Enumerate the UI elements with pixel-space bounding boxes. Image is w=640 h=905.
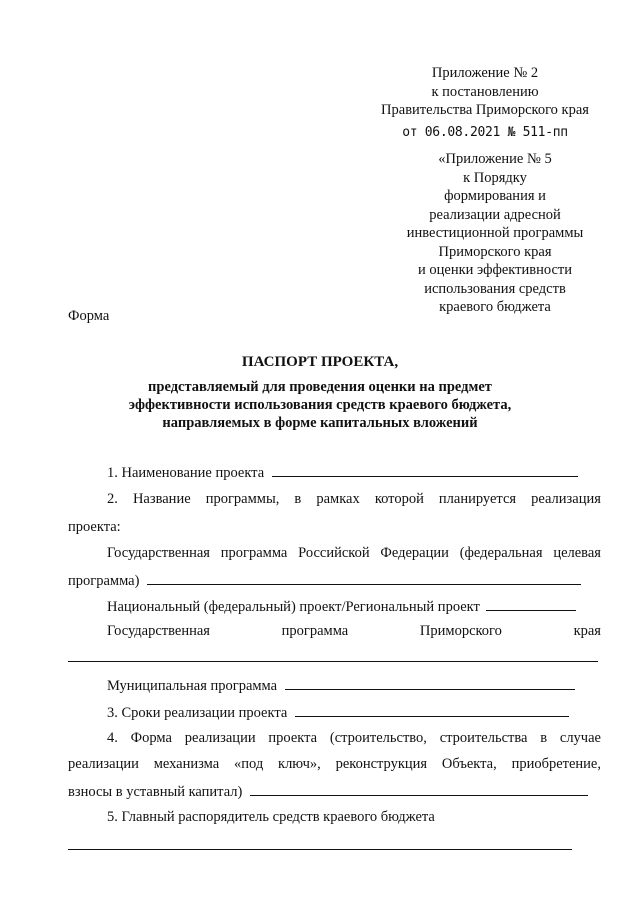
implementation-form-field[interactable] <box>250 782 588 796</box>
implementation-form-line-2-word: реализации <box>68 756 139 772</box>
item-budget-manager: 5. Главный распорядитель средств краевого бюджета <box>107 809 435 825</box>
gov-program-rf-word: Российской <box>298 545 370 561</box>
implementation-form-word: случае <box>559 730 601 746</box>
sub-appendix-line: краевого бюджета <box>439 299 551 315</box>
sub-appendix-line: «Приложение № 5 <box>438 151 552 167</box>
program-name-word: рамках <box>316 491 360 507</box>
implementation-form-line-2-word: Объекта, <box>441 756 497 772</box>
implementation-form-word: проекта <box>268 730 318 746</box>
item-project-terms-label: 3. Сроки реализации проекта <box>107 705 288 721</box>
implementation-form-word: реализации <box>184 730 256 746</box>
project-terms-field[interactable] <box>295 703 569 717</box>
program-name-word: реализация <box>531 491 601 507</box>
implementation-form-line-2-word: механизма <box>153 756 220 772</box>
gov-program-rf-word: Федерации <box>380 545 449 561</box>
budget-manager-field[interactable] <box>68 849 572 850</box>
item-implementation-form-line-3 <box>68 782 588 801</box>
gov-program-primorsky <box>107 623 601 640</box>
item-project-terms <box>107 703 569 722</box>
form-label: Форма <box>68 308 110 324</box>
appendix-resolution: к постановлению <box>431 83 539 100</box>
sub-appendix-line: к Порядку <box>463 169 527 186</box>
item-program-name-cont: проекта: <box>68 519 121 535</box>
item-implementation-form-label: взносы в уставный капитал) <box>68 784 243 800</box>
gov-program-rf <box>107 545 601 562</box>
program-name-word: Название <box>132 491 191 507</box>
national-project-field[interactable] <box>486 597 576 611</box>
appendix-number: Приложение № 2 <box>431 65 539 81</box>
item-program-name <box>107 491 601 508</box>
sub-appendix-line: инвестиционной программы <box>406 225 584 241</box>
appendix-header <box>360 64 610 142</box>
subtitle-line-3: направляемых в форме капитальных вложений <box>162 415 478 431</box>
municipal-program-label: Муниципальная программа <box>107 678 278 694</box>
gov-program-rf-cont-label: программа) <box>68 573 140 589</box>
program-name-word: 2. <box>107 491 118 507</box>
implementation-form-word: 4. <box>107 730 118 746</box>
item-project-name-label: 1. Наименование проекта <box>107 465 265 481</box>
implementation-form-line-2-word: приобретение, <box>511 756 601 772</box>
implementation-form-line-2-word: ключ», <box>278 756 321 772</box>
implementation-form-word: (строительство, <box>329 730 427 746</box>
page-title: ПАСПОРТ ПРОЕКТА, <box>241 354 399 370</box>
national-project <box>107 597 576 616</box>
subtitle-line-1: представляемый для проведения оценки на предмет <box>148 379 492 395</box>
sub-appendix-line: и оценки эффективности <box>418 262 572 278</box>
item-implementation-form <box>107 730 601 747</box>
municipal-program-field[interactable] <box>285 676 575 690</box>
implementation-form-word: Форма <box>130 730 172 746</box>
gov-program-rf-word: программа <box>220 545 288 561</box>
program-name-word: планируется <box>438 491 517 507</box>
gov-program-primorsky-field[interactable] <box>68 661 598 662</box>
gov-program-rf-cont <box>68 571 581 590</box>
sub-appendix-line: формирования и <box>444 188 546 204</box>
sub-appendix-block <box>380 150 610 317</box>
sub-appendix-line: реализации адресной <box>429 206 561 223</box>
appendix-government: Правительства Приморского края <box>381 102 589 118</box>
subtitle-line-2: эффективности использования средств краевого бюджета, <box>128 397 512 413</box>
gov-program-primorsky-word: программа <box>281 623 349 639</box>
project-name-field[interactable] <box>272 463 578 477</box>
item-implementation-form-line-2 <box>68 756 601 773</box>
implementation-form-line-2-word: «под <box>233 756 264 772</box>
sub-appendix-line: Приморского края <box>438 243 552 260</box>
gov-program-rf-word: целевая <box>553 545 601 561</box>
item-project-name <box>107 463 578 482</box>
program-name-word: которой <box>374 491 424 507</box>
municipal-program <box>107 676 575 695</box>
gov-program-primorsky-word: края <box>573 623 601 639</box>
program-name-word: программы, <box>205 491 280 507</box>
gov-program-rf-word: Государственная <box>107 545 210 561</box>
sub-appendix-line: использования средств <box>424 280 566 297</box>
implementation-form-word: строительства <box>439 730 528 746</box>
appendix-date-number: от 06.08.2021 № 511-пп <box>402 124 568 140</box>
gov-program-rf-word: (федеральная <box>459 545 543 561</box>
gov-program-primorsky-word: Приморского <box>419 623 502 639</box>
implementation-form-line-2-word: реконструкция <box>335 756 428 772</box>
implementation-form-word: в <box>540 730 548 746</box>
national-project-label: Национальный (федеральный) проект/Региональный проект <box>107 599 480 615</box>
gov-program-primorsky-word: Государственная <box>107 623 210 639</box>
program-name-word: в <box>294 491 302 507</box>
gov-program-rf-field[interactable] <box>147 571 581 585</box>
